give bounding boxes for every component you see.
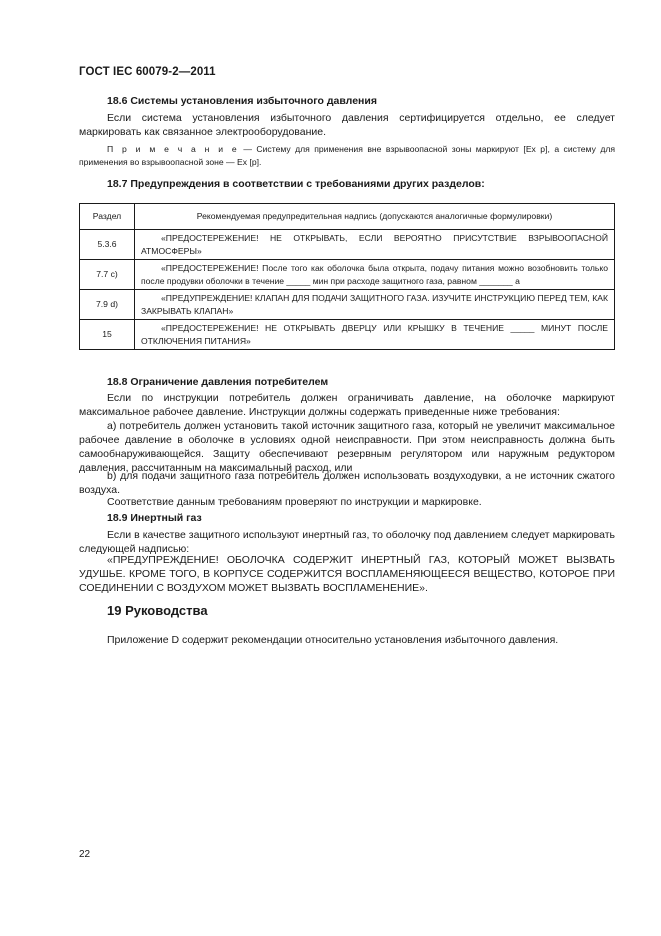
section-18-8-item-b: b) для подачи защитного газа потребитель должен использовать воздуходувки, а не источник сжатого воздуха.: [79, 470, 615, 496]
table-cell-section: 5.3.6: [80, 230, 135, 260]
section-18-8-item-a: a) потребитель должен установить такой источник защитного газа, который не увеличит максимальное рабочее давление в оболочке в условиях одной неисправности. При этом неисправность должна быть самообнаруживающейся. Защиту обеспечивают резервным регулятором или наружным редуктором давления, рассчитанным на максимальный расход, или: [79, 420, 615, 474]
table-cell-inscription: «ПРЕДУПРЕЖДЕНИЕ! КЛАПАН ДЛЯ ПОДАЧИ ЗАЩИТНОГО ГАЗА. ИЗУЧИТЕ ИНСТРУКЦИЮ ПЕРЕД ТЕМ, КАК ЗАКРЫВАТЬ КЛАПАН»: [135, 290, 615, 320]
table-row: [80, 290, 615, 320]
section-18-7-heading: 18.7 Предупреждения в соответствии с требованиями других разделов:: [107, 178, 485, 190]
note-label: П р и м е ч а н и е: [107, 144, 239, 154]
document-header: ГОСТ IEC 60079-2—2011: [79, 66, 216, 78]
table-row: [80, 260, 615, 290]
note-text: — Систему для применения вне взрывоопасной зоны маркируют [Ex p], а систему для применения во взрывоопасной зоне — Ex [p].: [79, 144, 615, 167]
section-18-8-paragraph: Если по инструкции потребитель должен ограничивать давление, на оболочке маркируют максимальное рабочее давление. Инструкции должны содержать приведенные ниже требования:: [79, 392, 615, 418]
table-row: [80, 320, 615, 350]
table-cell-section: 15: [80, 320, 135, 350]
table-cell-inscription: «ПРЕДОСТЕРЕЖЕНИЕ! НЕ ОТКРЫВАТЬ ДВЕРЦУ ИЛИ КРЫШКУ В ТЕЧЕНИЕ _____ МИНУТ ПОСЛЕ ОТКЛЮЧЕНИЯ ПИТАНИЯ»: [135, 320, 615, 350]
column-header-section: Раздел: [80, 204, 135, 230]
section-19-body: Приложение D содержит рекомендации относительно установления избыточного давления.: [107, 634, 559, 646]
table-row: [80, 230, 615, 260]
section-18-9-heading: 18.9 Инертный газ: [107, 512, 202, 524]
table-header-row: [80, 204, 615, 230]
section-18-6-note: [79, 143, 615, 169]
column-header-inscription: Рекомендуемая предупредительная надпись (допускаются аналогичные формулировки): [135, 204, 615, 230]
section-19-heading: 19 Руководства: [107, 603, 208, 618]
table-cell-section: 7.9 d): [80, 290, 135, 320]
table-cell-section: 7.7 с): [80, 260, 135, 290]
page-number: 22: [79, 849, 91, 860]
section-18-6-body: Если система установления избыточного давления сертифицируется отдельно, ее следует маркировать как связанное электрооборудование.: [79, 112, 615, 138]
warnings-table: [79, 203, 615, 350]
table-cell-inscription: «ПРЕДОСТЕРЕЖЕНИЕ! После того как оболочка была открыта, подачу питания можно возобновить только после продувки оболочки в течение _____ мин при расходе защитного газа, равном _______ а: [135, 260, 615, 290]
table-cell-inscription: «ПРЕДОСТЕРЕЖЕНИЕ! НЕ ОТКРЫВАТЬ, ЕСЛИ ВЕРОЯТНО ПРИСУТСТВИЕ ВЗРЫВООПАСНОЙ АТМОСФЕРЫ»: [135, 230, 615, 260]
section-18-9-paragraph: Если в качестве защитного используют инертный газ, то оболочку под давлением следует маркировать следующей надписью:: [79, 529, 615, 555]
section-18-8-heading: 18.8 Ограничение давления потребителем: [107, 376, 329, 388]
section-18-6-heading: 18.6 Системы установления избыточного давления: [107, 95, 377, 107]
section-18-8-conformity: Соответствие данным требованиям проверяют по инструкции и маркировке.: [107, 496, 482, 508]
inert-gas-warning-text: «ПРЕДУПРЕЖДЕНИЕ! ОБОЛОЧКА СОДЕРЖИТ ИНЕРТНЫЙ ГАЗ, КОТОРЫЙ МОЖЕТ ВЫЗВАТЬ УДУШЬЕ. КРОМЕ ТОГО, В КОРПУСЕ СОДЕРЖИТСЯ ВОСПЛАМЕНЯЮЩЕЕСЯ ВЕЩЕСТВО, КОТОРОЕ ПРИ СОЕДИНЕНИИ С ВОЗДУХОМ МОЖЕТ ВЫЗВАТЬ ВОСПЛАМЕНЕНИЕ».: [79, 554, 615, 594]
